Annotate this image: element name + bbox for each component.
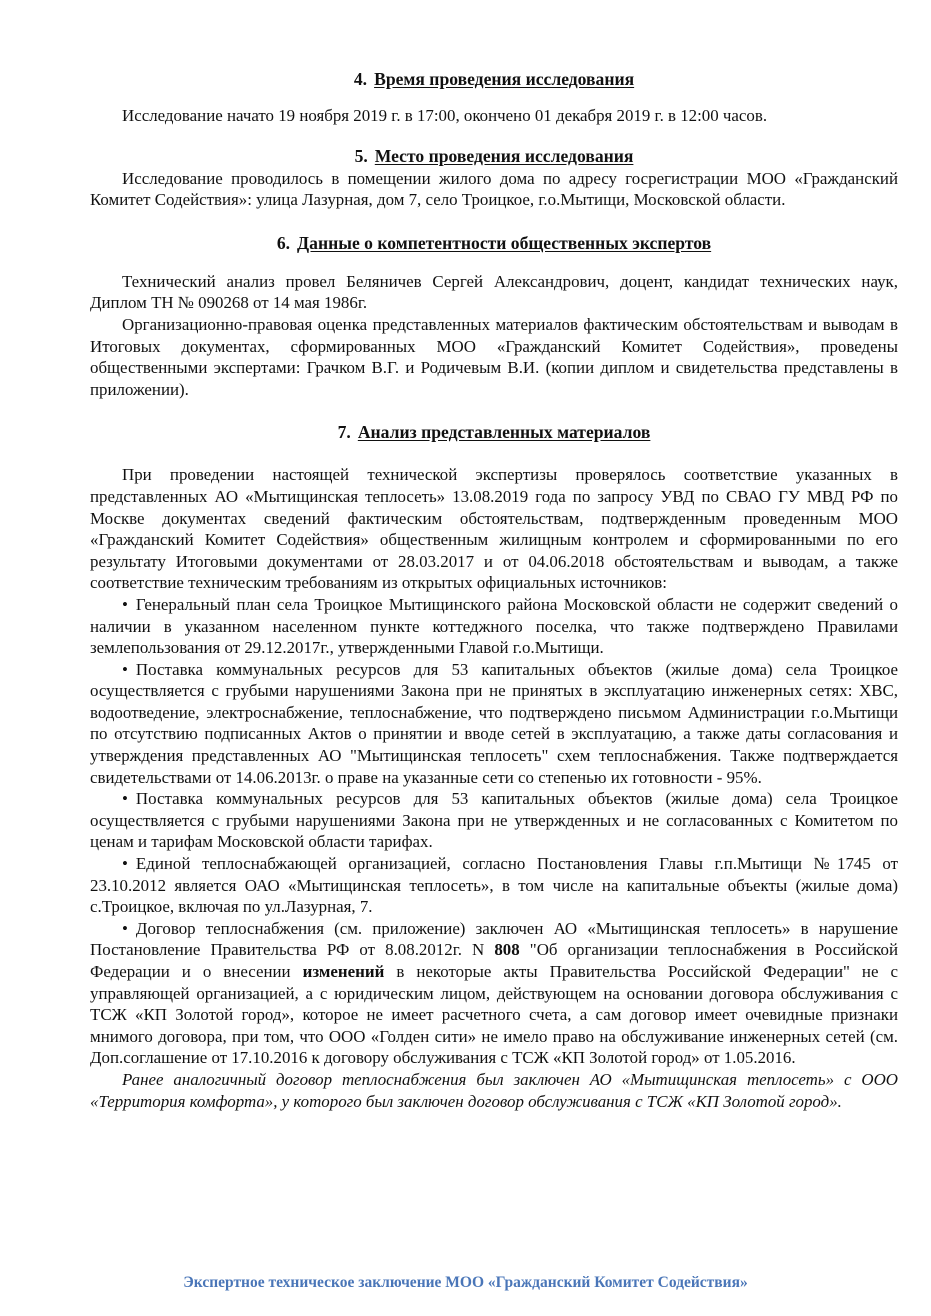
section-4-heading [90, 67, 898, 91]
bullet-item-2 [90, 659, 898, 789]
document-page [90, 66, 898, 1112]
bullet-item-2-text: Поставка коммунальных ресурсов для 53 капитальных объектов (жилые дома) села Троицкое осуществляется с грубыми нарушениями Закона при не принятых в эксплуатацию инженерных сетях: ХВС, водоотведение, электроснабжение, теплоснабжение, что подтверждено письмом Администрации г.о.Мытищи по отсутствию подписанных Актов о принятии и вводе сетей в эксплуатацию, а также даты согласования и утверждения представленных АО "Мытищинская теплосеть" схем теплоснабжения. Также подтверждается свидетельствами от 14.06.2013г. о праве на указанные сети со степенью их готовности - 95%. [90, 659, 898, 787]
section-4-text: Исследование начато 19 ноября 2019 г. в 17:00, окончено 01 декабря 2019 г. в 12:00 часов. [122, 106, 768, 125]
section-4-number: 4. [353, 69, 368, 89]
section-4-title: Время проведения исследования [374, 69, 635, 89]
bullet-icon: • [122, 918, 128, 938]
decree-number: 808 [494, 940, 520, 960]
section-6-title: Данные о компетентности общественных экспертов [297, 232, 712, 253]
section-7-intro: При проведении настоящей технической экспертизы проверялось соответствие указанных в представленных АО «Мытищинская теплосеть» 13.08.2019 года по запросу УВД по СВАО ГУ МВД РФ по Москве документах сведений фактическим обстоятельствам, подтвержденным проведенным МОО «Гражданский Комитет Содействия» общественным жилищным контролем и сформированными по его результату Итоговыми документами от 28.03.2017 и от 04.06.2018 обстоятельствам и выводам, а также соответствие техническим требованиям из открытых официальных источников: [90, 465, 898, 593]
bullet-item-5-text-a: Договор теплоснабжения (см. приложение) заключен АО «Мытищинская теплосеть» в нарушение Постановление Правительства РФ от 8.08.2012г. N [90, 918, 898, 960]
section-5-text: Исследование проводилось в помещении жилого дома по адресу госрегистрации МОО «Гражданский Комитет Содействия»: улица Лазурная, дом 7, село Троицкое, г.о.Мытищи, Московской области. [90, 168, 898, 210]
bullet-item-5-text-b: "Об организации теплоснабжения в Российской Федерации и о внесении [90, 940, 899, 981]
bullet-item-5 [90, 918, 898, 1069]
bullet-item-1 [90, 594, 898, 659]
bullet-icon: • [122, 659, 128, 679]
bullet-icon: • [122, 854, 128, 874]
section-7-number: 7. [337, 422, 351, 443]
bullet-item-4 [90, 853, 898, 918]
bullet-item-3 [90, 788, 898, 853]
section-6-number: 6. [276, 232, 291, 253]
section-5-title: Место проведения исследования [374, 145, 634, 166]
bullet-icon: • [122, 789, 128, 809]
section-5-heading [90, 144, 898, 168]
section-6-paragraph-1: Технический анализ провел Беляничев Сергей Александрович, доцент, кандидат технических наук, Диплом ТН № 090268 от 14 мая 1986г. [90, 271, 898, 313]
page-footer: Экспертное техническое заключение МОО «Гражданский Комитет Содействия» [183, 1274, 748, 1291]
section-5-number: 5. [354, 145, 368, 166]
section-6-paragraph-2: Организационно-правовая оценка представленных материалов фактическим обстоятельствам и выводам в Итоговых документах, сформированных МОО «Гражданский Комитет Содействия», проведены общественными экспертами: Грачком В.Г. и Родичевым В.И. (копии диплом и свидетельства представлены в приложении). [90, 314, 898, 399]
section-7-heading [90, 420, 898, 444]
bullet-icon: • [122, 594, 128, 614]
section-6-heading [90, 231, 898, 255]
bullet-item-3-text: Поставка коммунальных ресурсов для 53 капитальных объектов (жилые дома) села Троицкое осуществляется с грубыми нарушениями Закона при не утвержденных и не согласованных с Комитетом по ценам и тарифам Московской области тарифах. [90, 789, 898, 852]
bold-word: изменений [302, 962, 385, 981]
bullet-item-1-text: Генеральный план села Троицкое Мытищинского района Московской области не содержит сведений о наличии в указанном населенном пункте коттеджного поселка, что также подтверждено Правилами землепользования от 29.12.2017г., утвержденными Главой г.о.Мытищи. [90, 594, 898, 658]
italic-note: Ранее аналогичный договор теплоснабжения был заключен АО «Мытищинская теплосеть» с ООО «Территория комфорта», у которого был заключен договор обслуживания с ТСЖ «КП Золотой город». [90, 1069, 898, 1111]
section-7-title: Анализ представленных материалов [357, 422, 651, 443]
bullet-item-4-text: Единой теплоснабжающей организацией, согласно Постановления Главы г.п.Мытищи №1745 от 23.10.2012 является ОАО «Мытищинская теплосеть», в том числе на капитальные объекты (жилые дома) с.Троицкое, включая по ул.Лазурная, 7. [90, 854, 898, 917]
bullet-item-5-text-c: в некоторые акты Правительства Российской Федерации" не с управляющей организацией, а с юридическим лицом, действующем на основании договора обслуживания с ТСЖ «КП Золотой город», которое не имеет расчетного счета, а сам договор имеет очевидные признаки мнимого договора, при том, что ООО «Голден сити» не имело право на обслуживание инженерных сетей (см. Доп.соглашение от 17.10.2016 к договору обслуживания с ТСЖ «КП Золотой город» от 1.05.2016. [90, 962, 898, 1068]
